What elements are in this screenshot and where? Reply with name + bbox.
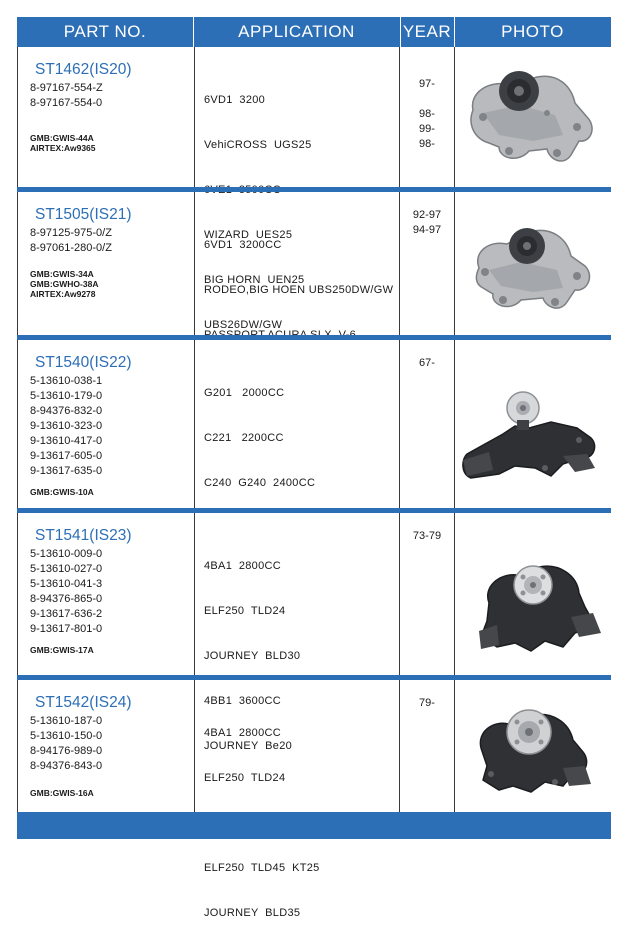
cross-reference: GMB:GWIS-17A (30, 645, 94, 655)
application-line: 6VD1 3200CC (204, 239, 282, 251)
application-line: C240 G240 2400CC (204, 477, 316, 489)
application-line: G201 2000CC (204, 387, 285, 399)
photo-cell (455, 680, 611, 812)
year-value: 92-97 (412, 209, 442, 221)
table-row (17, 192, 611, 335)
year-value: 94-97 (412, 224, 442, 236)
water-pump-photo (459, 368, 607, 492)
oem-number: 8-97167-554-0 (30, 97, 103, 109)
year-value: 79- (419, 697, 435, 709)
application-list (204, 356, 315, 521)
application-line: 6VD1 3200 (204, 94, 266, 106)
oem-numbers (30, 547, 102, 637)
oem-number: 5-13610-041-3 (30, 578, 103, 590)
footer-bar (17, 812, 611, 839)
application-line: ELF250 TLD45 KT25 (204, 862, 320, 874)
cross-reference: GMB:GWIS-10A (30, 487, 94, 497)
application-line: 4BA1 2800CC (204, 560, 281, 572)
oem-number: 9-13610-417-0 (30, 435, 103, 447)
year-value: 97- (419, 78, 435, 90)
application-line: RODEO,BIG HOEN UBS250DW/GW (204, 284, 394, 296)
water-pump-photo (459, 533, 607, 657)
part-title: ST1540(IS22) (35, 354, 132, 371)
oem-numbers (30, 81, 103, 111)
oem-number: 8-94376-832-0 (30, 405, 103, 417)
cross-reference: GMB:GWIS-44A (30, 133, 94, 143)
table-header (17, 17, 611, 47)
oem-number: 9-13610-323-0 (30, 420, 103, 432)
oem-number: 8-94376-843-0 (30, 760, 103, 772)
oem-numbers (30, 374, 102, 479)
year-list (400, 529, 454, 544)
cross-reference: AIRTEX:Aw9365 (30, 143, 96, 153)
year-value: 98- (419, 138, 435, 150)
year-value: 67- (419, 357, 435, 369)
application-line: ELF250 TLD24 (204, 772, 286, 784)
year-value: 99- (419, 123, 435, 135)
oem-number: 9-13617-801-0 (30, 623, 103, 635)
part-number-cell (17, 513, 195, 675)
part-title: ST1505(IS21) (35, 206, 132, 223)
cross-reference: GMB:GWIS-16A (30, 788, 94, 798)
water-pump-photo (459, 206, 607, 330)
oem-number: 8-94176-989-0 (30, 745, 103, 757)
table-row (17, 680, 611, 919)
application-line: UBS26DW/GW (204, 319, 283, 331)
application-cell (194, 513, 400, 752)
application-line: JOURNEY BLD30 (204, 650, 301, 662)
cross-references (30, 269, 98, 299)
year-list (400, 356, 454, 371)
year-cell (400, 513, 455, 675)
oem-number: 8-97125-975-0/Z (30, 227, 112, 239)
oem-numbers (30, 226, 112, 256)
year-cell (400, 47, 455, 187)
oem-number: 9-13617-635-0 (30, 465, 103, 477)
header-application: APPLICATION (238, 22, 355, 41)
photo-cell (455, 47, 611, 187)
photo-cell (455, 513, 611, 675)
oem-numbers (30, 714, 102, 774)
oem-number: 5-13610-009-0 (30, 548, 103, 560)
oem-number: 8-94376-865-0 (30, 593, 103, 605)
oem-number: 5-13610-187-0 (30, 715, 103, 727)
year-value: 98- (419, 108, 435, 120)
application-line: JOURNEY Be20 (204, 740, 293, 752)
application-line: BIG HORN UEN25 (204, 274, 305, 286)
part-number-cell (17, 340, 195, 508)
part-title: ST1462(IS20) (35, 61, 132, 78)
cross-reference: AIRTEX:Aw9278 (30, 289, 96, 299)
part-number-cell (17, 192, 195, 335)
application-line: 4BA1 2800CC (204, 727, 281, 739)
oem-number: 5-13610-027-0 (30, 563, 103, 575)
part-title: ST1542(IS24) (35, 694, 132, 711)
year-value: 73-79 (412, 530, 442, 542)
oem-number: 8-97061-280-0/Z (30, 242, 112, 254)
year-cell (400, 680, 455, 812)
application-cell (194, 340, 400, 508)
oem-number: 5-13610-038-1 (30, 375, 103, 387)
water-pump-photo (459, 55, 607, 179)
oem-number: 9-13617-605-0 (30, 450, 103, 462)
application-line: JOURNEY BLD35 (204, 907, 301, 919)
header-divider (454, 17, 455, 47)
header-year: YEAR (402, 22, 452, 41)
oem-number: 5-13610-179-0 (30, 390, 103, 402)
year-cell (400, 192, 455, 335)
cross-references (30, 645, 94, 655)
oem-number: 8-97167-554-Z (30, 82, 103, 94)
header-divider (193, 17, 194, 47)
application-line: C221 2200CC (204, 432, 284, 444)
cross-reference: GMB:GWHO-38A (30, 279, 99, 289)
table-row (17, 340, 611, 508)
application-line: ELF250 TLD24 (204, 605, 286, 617)
cross-reference: GMB:GWIS-34A (30, 269, 94, 279)
photo-cell (455, 340, 611, 508)
cross-references (30, 133, 96, 153)
year-list (400, 696, 454, 711)
header-divider (400, 17, 401, 47)
application-line: WIZARD UES25 (204, 229, 293, 241)
part-title: ST1541(IS23) (35, 527, 132, 544)
cross-references (30, 788, 94, 798)
application-line: VehiCROSS UGS25 (204, 139, 312, 151)
application-cell (194, 680, 400, 919)
cross-references (30, 487, 94, 497)
year-cell (400, 340, 455, 508)
year-list (400, 208, 454, 238)
year-value (400, 92, 454, 107)
photo-cell (455, 192, 611, 335)
part-number-cell (17, 47, 195, 187)
oem-number: 5-13610-150-0 (30, 730, 103, 742)
water-pump-photo (459, 682, 607, 806)
part-number-cell (17, 680, 195, 812)
header-photo: PHOTO (501, 22, 564, 41)
oem-number: 9-13617-636-2 (30, 608, 103, 620)
header-part-no: PART NO. (63, 22, 147, 41)
year-list (400, 77, 454, 152)
application-line: 4BB1 3600CC (204, 695, 281, 707)
application-cell (194, 192, 400, 335)
catalog-sheet (17, 17, 611, 919)
